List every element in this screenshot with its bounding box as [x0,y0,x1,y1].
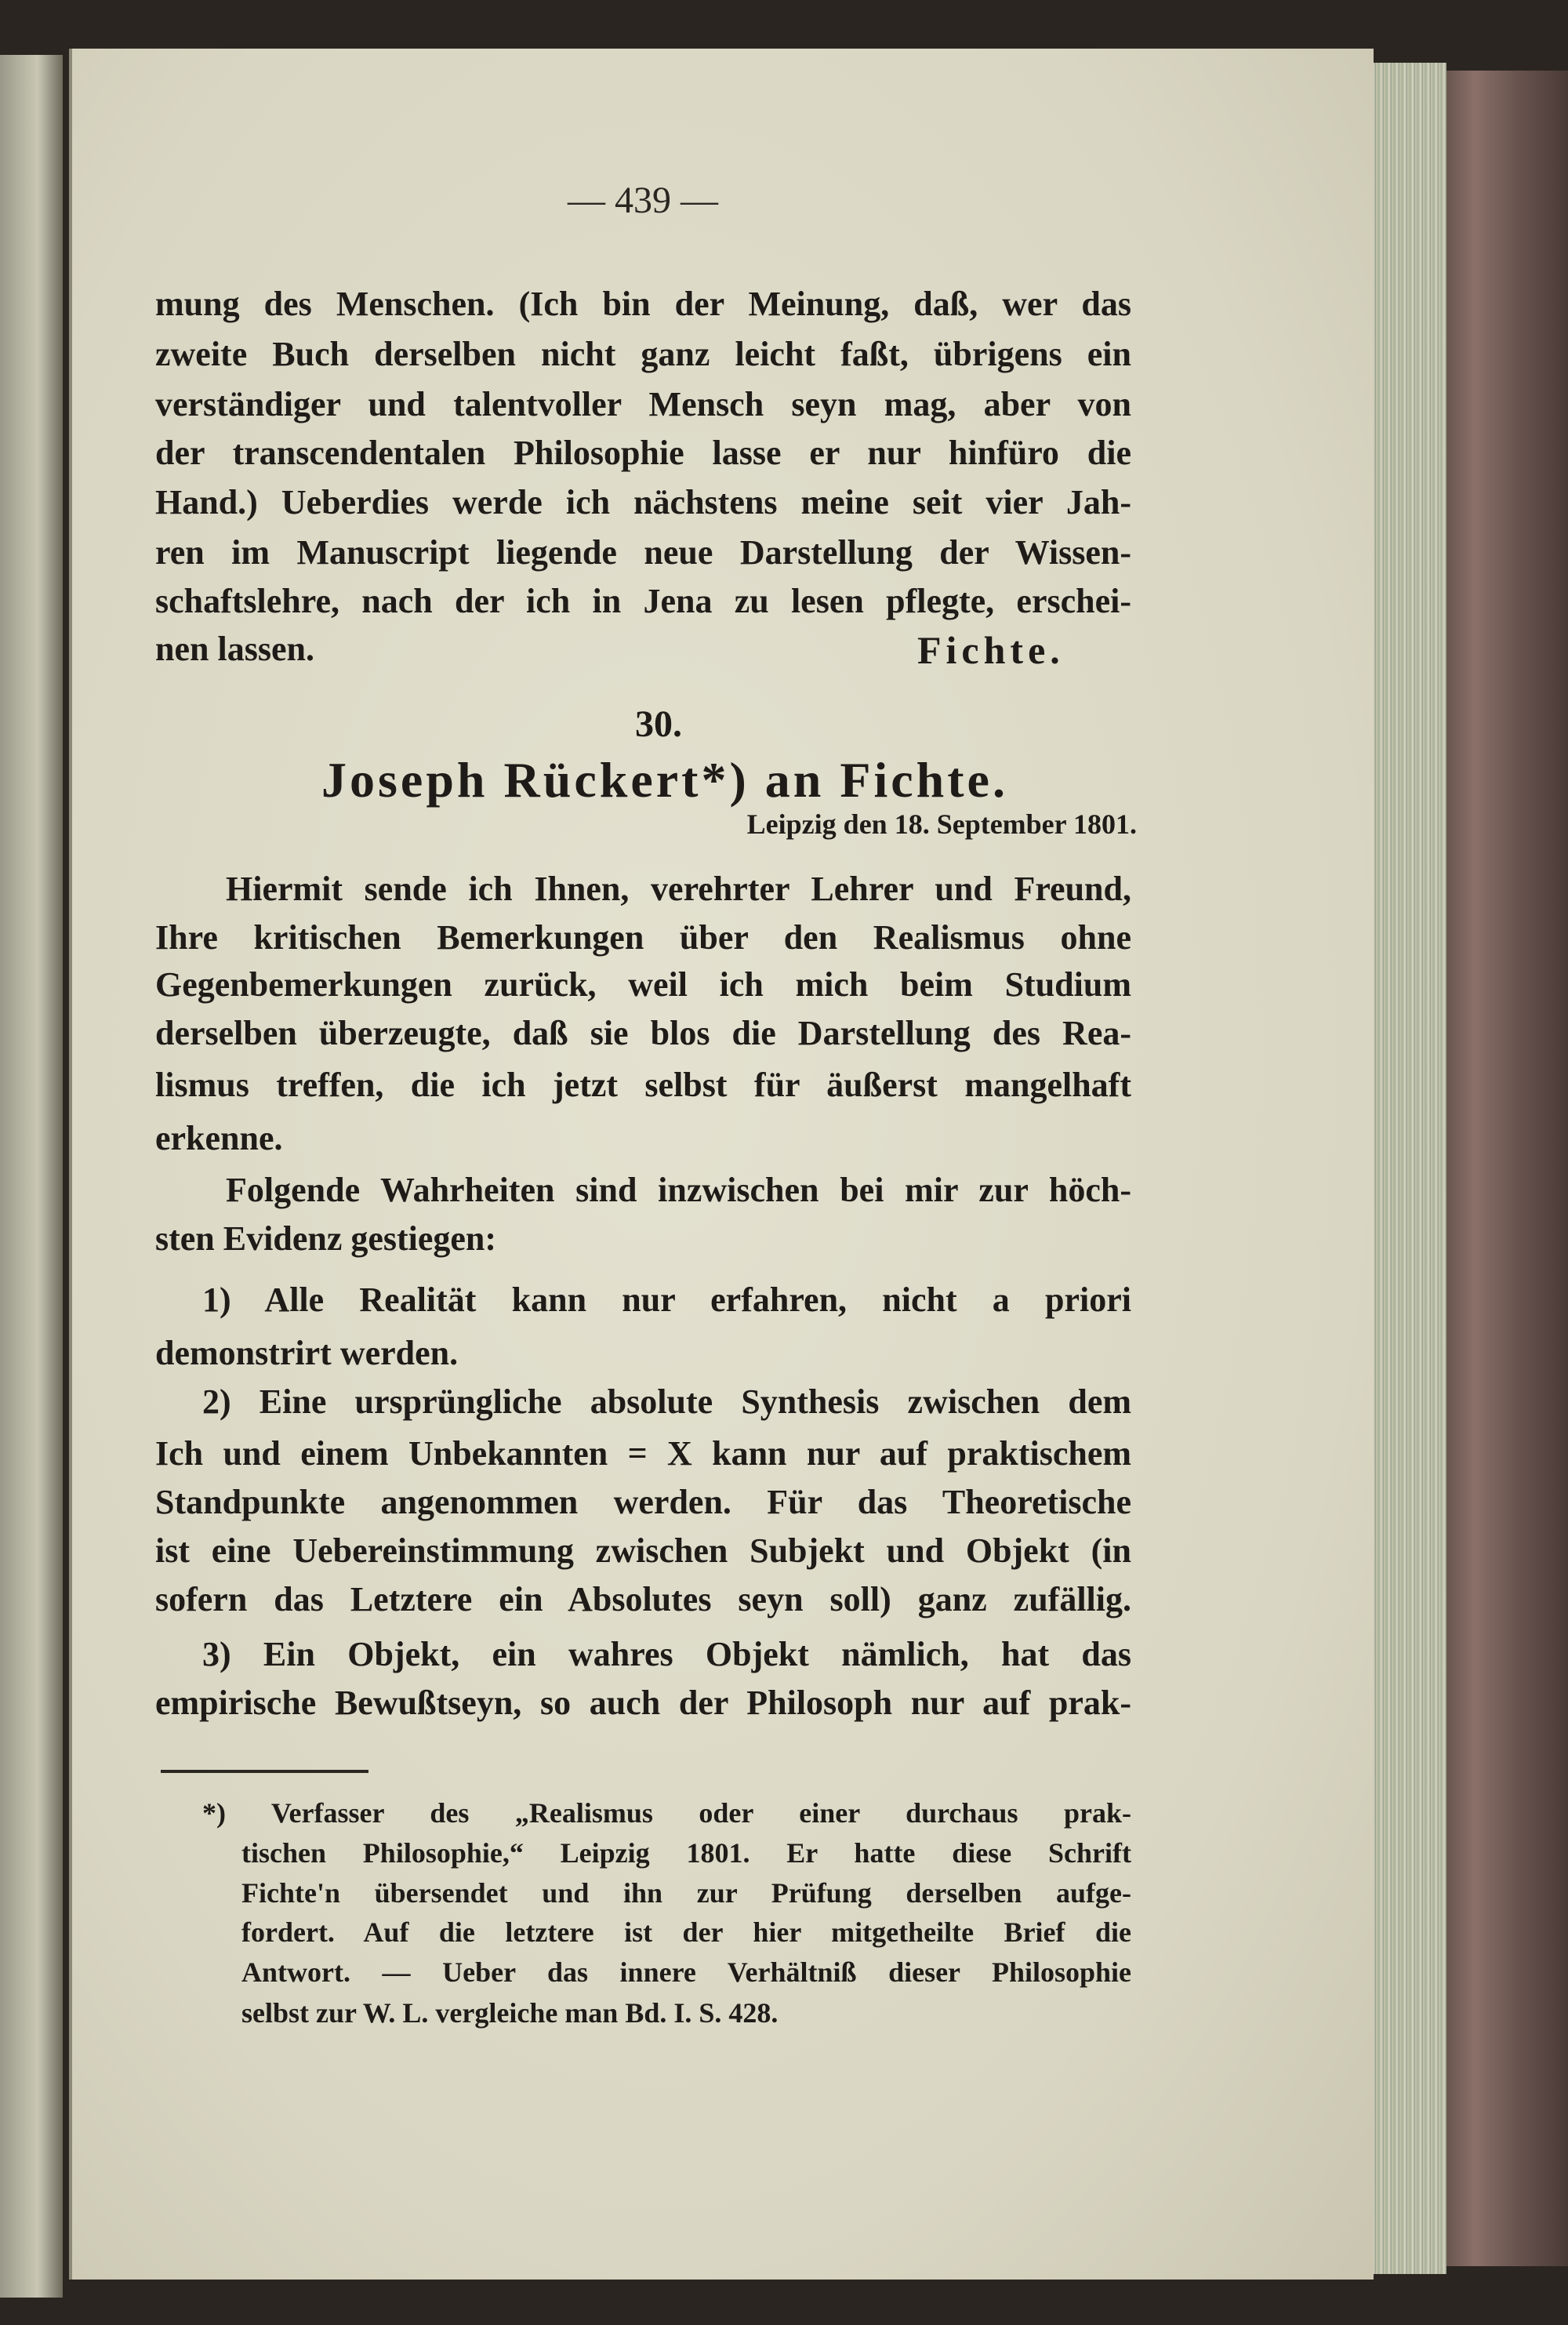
text-line: erkenne. [155,1119,283,1157]
text-line: empirische Bewußtseyn, so auch der Philosoph nur auf prak- [155,1684,1131,1722]
text-line: ist eine Uebereinstimmung zwischen Subjekt und Objekt (in [155,1531,1131,1570]
text-line: fordert. Auf die letztere ist der hier mitgetheilte Brief die [241,1916,1131,1948]
text-line: sten Evidenz gestiegen: [155,1219,497,1258]
page-number: — 439 — [568,180,718,221]
signature: Fichte. [917,628,1065,672]
text-line: derselben überzeugte, daß sie blos die Darstellung des Rea- [155,1014,1131,1052]
text-line: sofern das Letztere ein Absolutes seyn soll) ganz zufällig. [155,1580,1131,1618]
text-line: Folgende Wahrheiten sind inzwischen bei mir zur höch- [226,1171,1131,1209]
text-line: schaftslehre, nach der ich in Jena zu lesen pflegte, erschei- [155,582,1131,620]
text-line: ren im Manuscript liegende neue Darstellung der Wissen- [155,533,1131,572]
text-line: lismus treffen, die ich jetzt selbst für äußerst mangelhaft [155,1066,1131,1104]
text-line: nen lassen. [155,630,314,668]
text-line: verständiger und talentvoller Mensch seyn mag, aber von [155,385,1131,423]
text-line: 2) Eine ursprüngliche absolute Synthesis zwischen dem [202,1382,1131,1421]
text-line: Standpunkte angenommen werden. Für das Theoretische [155,1483,1131,1521]
text-line: demonstrirt werden. [155,1334,459,1372]
text-line: Ihre kritischen Bemerkungen über den Realismus ohne [155,918,1131,957]
letter-number: 30. [635,703,682,745]
text-line: selbst zur W. L. vergleiche man Bd. I. S. 428. [241,1997,779,2029]
letter-title: Joseph Rückert*) an Fichte. [321,752,1008,808]
text-line: tischen Philosophie,“ Leipzig 1801. Er hatte diese Schrift [241,1837,1131,1869]
text-line: Hand.) Ueberdies werde ich nächstens meine seit vier Jah- [155,483,1131,521]
facing-page-edge [0,55,63,2298]
text-line: mung des Menschen. (Ich bin der Meinung, daß, wer das [155,285,1131,323]
text-line: zweite Buch derselben nicht ganz leicht faßt, übrigens ein [155,335,1131,373]
text-line: der transcendentalen Philosophie lasse er nur hinfüro die [155,434,1131,472]
text-line: 1) Alle Realität kann nur erfahren, nicht a priori [202,1281,1131,1319]
book-cover [1435,71,1568,2266]
text-line: Gegenbemerkungen zurück, weil ich mich beim Studium [155,965,1131,1004]
text-line: Fichte'n übersendet und ihn zur Prüfung derselben aufge- [241,1877,1131,1909]
text-line: Antwort. — Ueber das innere Verhältniß dieser Philosophie [241,1956,1131,1988]
text-line: Hiermit sende ich Ihnen, verehrter Lehrer und Freund, [226,870,1131,908]
footnote-rule [161,1770,368,1773]
text-line: *) Verfasser des „Realismus oder einer durchaus prak- [202,1797,1131,1829]
text-line: 3) Ein Objekt, ein wahres Objekt nämlich, hat das [202,1635,1131,1673]
text-line: Ich und einem Unbekannten = X kann nur auf praktischem [155,1434,1131,1473]
letter-date: Leipzig den 18. September 1801. [746,808,1137,840]
